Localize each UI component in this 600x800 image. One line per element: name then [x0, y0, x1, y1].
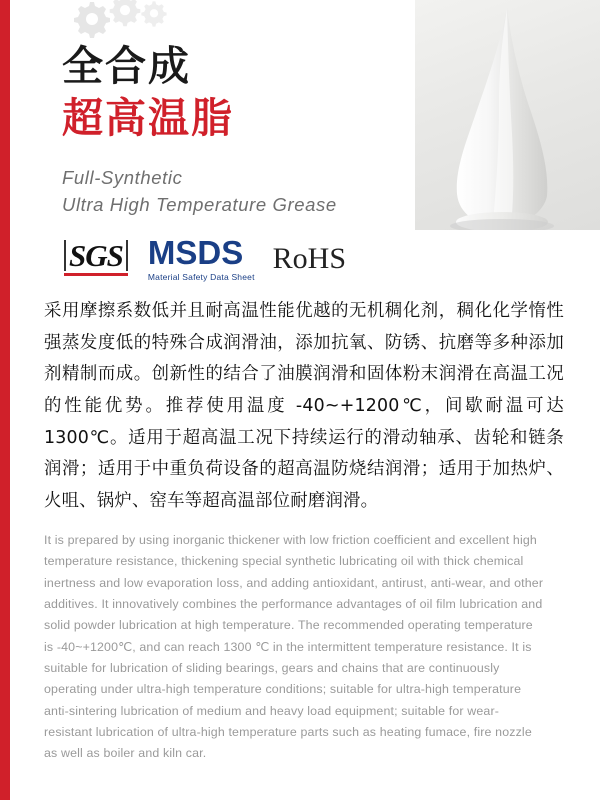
- page-title-cn-primary: 全合成: [62, 42, 191, 90]
- sgs-label: SGS: [69, 237, 123, 273]
- page-subtitle-en-line1: Full-Synthetic: [62, 166, 183, 188]
- rohs-logo: RoHS: [272, 242, 347, 275]
- gear-cluster-icon: [72, 0, 192, 40]
- description-en: It is prepared by using inorganic thickener with low friction coefficient and excellent high temperature resistance, thickening special synthetic lubricating oil with thick chemical inertness and low evaporation loss, and adding antioxidant, antirust, anti-wear, and other additives. It innovatively combines the performance advantages of oil film lubrication and solid powder lubrication at high temperature. The recommended operating temperature is -40~+1200℃, and can reach 1300 ℃ in the intermittent temperature resistance. It is suitable for lubrication of sliding bearings, gears and chains that are continuously operating under ultra-high temperature conditions; suitable for ultra-high temperature anti-sintering lubrication of medium and heavy load equipment; suitable for wear-resistant lubrication of ultra-high temperature parts such as heating fumace, fire nozzle as well as boiler and kiln car.: [44, 533, 544, 761]
- msds-logo: [148, 236, 255, 282]
- sgs-logo: [62, 239, 130, 280]
- grease-cone-photo: [415, 0, 600, 230]
- headline-block: [62, 42, 422, 218]
- msds-label: MSDS: [147, 234, 244, 271]
- certification-row: [62, 234, 542, 284]
- sgs-underline: [64, 273, 128, 276]
- page-subtitle-en: [62, 165, 422, 219]
- page-title-cn-secondary: 超高温脂: [62, 94, 234, 143]
- red-edge-bar: [0, 0, 10, 800]
- sgs-logo-frame: [64, 237, 128, 273]
- page-subtitle-en-line2: Ultra High Temperature Grease: [62, 193, 337, 215]
- description-cn: 采用摩擦系数低并且耐高温性能优越的无机稠化剂，稠化化学惰性强蒸发度低的特殊合成润滑油，添加抗氧、防锈、抗磨等多种添加剂精制而成。创新性的结合了油膜润滑和固体粉末润滑在高温工况的性能优势。推荐使用温度 -40~+1200℃，间歇耐温可达 1300℃。适用于超高温工况下持续运行的滑动轴承、齿轮和链条润滑；适用于中重负荷设备的超高温防烧结润滑；适用于加热炉、火咀、锅炉、窑车等超高温部位耐磨润滑。: [44, 301, 564, 512]
- msds-sublabel: Material Safety Data Sheet: [147, 272, 255, 282]
